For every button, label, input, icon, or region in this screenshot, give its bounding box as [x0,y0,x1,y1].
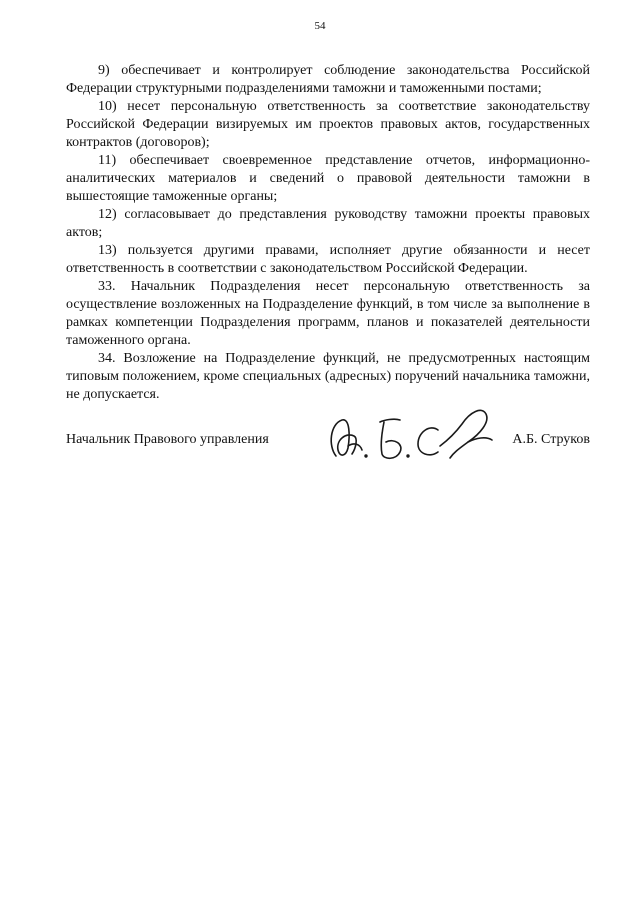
signatory-title: Начальник Правового управления [66,432,269,447]
signatory-name: А.Б. Струков [512,432,590,447]
paragraph-item-9: 9) обеспечивает и контролирует соблюдение законодательства Российской Федерации структурными подразделениями таможни и таможенными постами; [66,63,590,96]
handwritten-signature [320,402,510,478]
page-number: 54 [314,20,326,32]
paragraph-item-10: 10) несет персональную ответственность за соответствие законодательству Российской Федерации визируемых им проектов правовых актов, государственных контрактов (договоров); [66,99,590,150]
paragraph-item-13: 13) пользуется другими правами, исполняет другие обязанности и несет ответственность в соответствии с законодательством Российской Федерации. [66,243,590,276]
paragraph-34: 34. Возложение на Подразделение функций, не предусмотренных настоящим типовым положением, кроме специальных (адресных) поручений начальника таможни, не допускается. [66,351,590,402]
paragraph-item-11: 11) обеспечивает своевременное представление отчетов, информационно-аналитических материалов и сведений о правовой деятельности таможни в вышестоящие таможенные органы; [66,153,590,204]
signature-block [66,402,590,482]
document-body [66,62,590,404]
paragraph-item-12: 12) согласовывает до представления руководству таможни проекты правовых актов; [66,207,590,240]
paragraph-33: 33. Начальник Подразделения несет персональную ответственность за осуществление возложенных на Подразделение функций, в том числе за выполнение в рамках компетенции Подразделения программ, планов и показателей деятельности таможенного органа. [66,279,590,348]
